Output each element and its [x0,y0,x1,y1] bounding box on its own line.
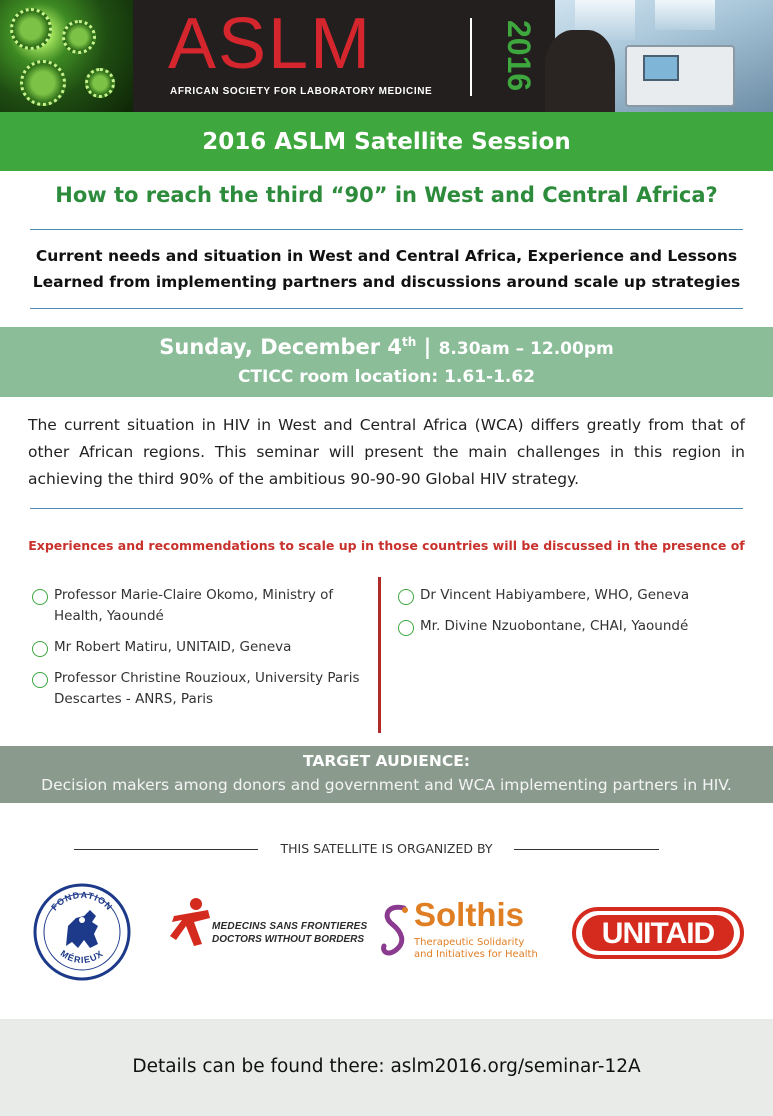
target-audience-bar [0,746,773,803]
speaker-list-left [32,585,377,720]
aslm-logo-text: ASLM [168,4,373,84]
divider-bottom [30,308,743,309]
speaker-list-right [398,585,758,647]
solthis-logo [378,898,543,964]
unitaid-logo [572,905,744,961]
divider-top [30,229,743,230]
virus-image [0,0,133,112]
speaker-name: Dr Vincent Habiyambere, WHO, Geneva [420,587,690,603]
msf-logo [168,892,368,956]
solthis-swirl-icon [378,902,412,962]
session-subtitle [30,243,743,295]
logo-divider [470,18,472,96]
speaker-divider [378,577,381,733]
experiences-heading: Experiences and recommendations to scale up in those countries will be discussed in the presence of [28,538,745,553]
msf-name-en: DOCTORS WITHOUT BORDERS [212,934,365,945]
session-description: The current situation in HIV in West and Central Africa (WCA) differs greatly from that of other African regions. This seminar will present the main challenges in this region in achieving the third 90% of the ambitious 90-90-90 Global HIV strategy. [28,416,745,488]
schedule-date-time [0,335,773,359]
organizers-rule-right [514,849,659,850]
bullet-circle-icon [32,641,48,657]
lab-photo [555,0,773,112]
footer-details-link[interactable]: Details can be found there: aslm2016.org/seminar-12A [132,1056,641,1077]
svg-text:UNITAID: UNITAID [601,917,715,950]
speaker-item [398,616,758,637]
msf-name-fr: MEDECINS SANS FRONTIERES [212,921,368,932]
target-audience-title: TARGET AUDIENCE: [302,752,471,770]
schedule-separator: | [423,335,432,359]
speaker-item [32,637,377,658]
bullet-circle-icon [398,620,414,636]
svg-text:MÉRIEUX: MÉRIEUX [58,948,106,966]
bullet-circle-icon [398,589,414,605]
fondation-merieux-logo [32,882,132,982]
schedule-bar [0,327,773,397]
msf-figure-icon [168,896,216,948]
speaker-name: Professor Marie-Claire Okomo, Ministry of Health, Yaoundé [54,587,334,624]
schedule-day-suffix: th [402,335,417,349]
schedule-time: 8.30am – 12.00pm [438,339,614,359]
schedule-day: Sunday, December 4 [159,335,403,359]
speaker-name: Professor Christine Rouzioux, University Paris Descartes - ANRS, Paris [54,670,360,707]
solthis-tagline-2: and Initiatives for Health [414,949,538,960]
session-question: How to reach the third “90” in West and Central Africa? [55,183,718,207]
schedule-location: CTICC room location: 1.61-1.62 [237,367,536,387]
organizers-heading: THIS SATELLITE IS ORGANIZED BY [280,841,493,856]
bullet-circle-icon [32,589,48,605]
solthis-tagline-1: Therapeutic Solidarity [414,937,525,948]
solthis-name: Solthis [414,896,525,933]
aslm-full-name: AFRICAN SOCIETY FOR LABORATORY MEDICINE [170,86,433,97]
header-banner [0,0,773,112]
speaker-item [398,585,758,606]
aslm-year [478,16,537,98]
speaker-item [32,585,377,627]
subtitle-line-1: Current needs and situation in West and Central Africa, Experience and Lessons [35,247,738,265]
title-bar [0,112,773,171]
speaker-name: Mr. Divine Nzuobontane, CHAI, Yaoundé [420,618,689,634]
target-audience-description: Decision makers among donors and government and WCA implementing partners in HIV. [41,776,732,794]
bullet-circle-icon [32,672,48,688]
svg-text:2016: 2016 [501,20,537,92]
speaker-name: Mr Robert Matiru, UNITAID, Geneva [54,639,292,655]
svg-text:FONDATION: FONDATION [49,889,115,913]
page-title: 2016 ASLM Satellite Session [202,128,571,155]
divider-description [30,508,743,509]
subtitle-line-2: Learned from implementing partners and discussions around scale up strategies [32,273,741,291]
speaker-item [32,668,377,710]
